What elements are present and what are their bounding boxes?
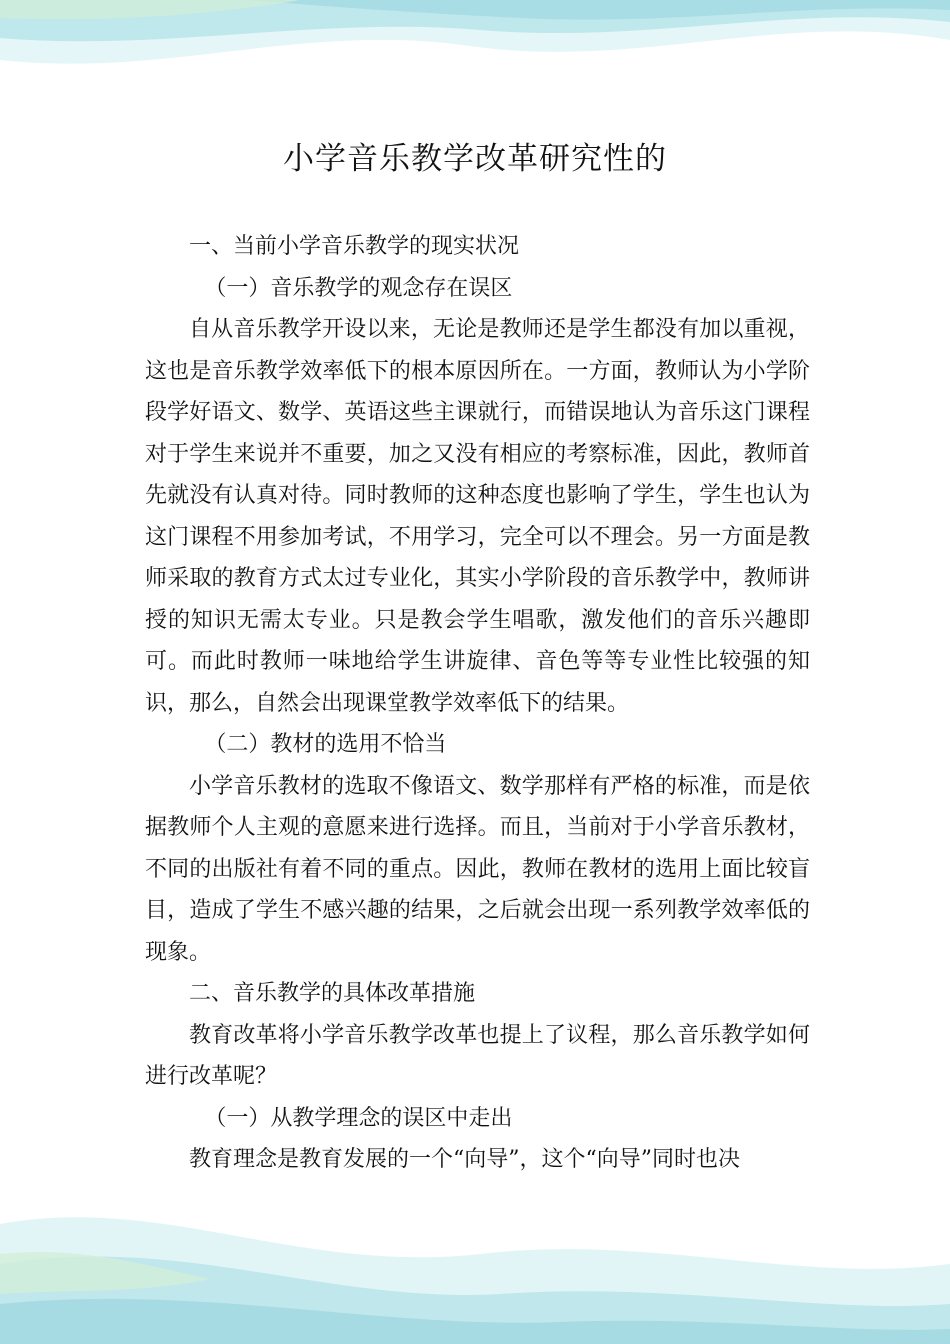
body-paragraph: 小学音乐教材的选取不像语文、数学那样有严格的标准，而是依据教师个人主观的意愿来进行选择。而且，当前对于小学音乐教材，不同的出版社有着不同的重点。因此，教师在教材的选用上面比较盲目，造成了学生不感兴趣的结果，之后就会出现一系列教学效率低的现象。 xyxy=(145,773,810,965)
subsection-heading: （一）音乐教学的观念存在误区 xyxy=(204,275,513,301)
section-heading: 一、当前小学音乐教学的现实状况 xyxy=(189,234,520,259)
document-body xyxy=(145,226,810,1181)
subsection-heading: （一）从教学理念的误区中走出 xyxy=(204,1105,513,1131)
subsection-heading: （二）教材的选用不恰当 xyxy=(204,732,447,757)
section-heading: 二、音乐教学的具体改革措施 xyxy=(189,981,476,1006)
body-paragraph: 教育改革将小学音乐教学改革也提上了议程，那么音乐教学如何进行改革呢？ xyxy=(145,1022,810,1089)
body-paragraph: 自从音乐教学开设以来，无论是教师还是学生都没有加以重视，这也是音乐教学效率低下的根本原因所在。一方面，教师认为小学阶段学好语文、数学、英语这些主课就行，而错误地认为音乐这门课程对于学生来说并不重要，加之又没有相应的考察标准，因此，教师首先就没有认真对待。同时教师的这种态度也影响了学生，学生也认为这门课程不用参加考试，不用学习，完全可以不理会。另一方面是教师采取的教育方式太过专业化，其实小学阶段的音乐教学中，教师讲授的知识无需太专业。只是教会学生唱歌，激发他们的音乐兴趣即可。而此时教师一味地给学生讲旋律、音色等等专业性比较强的知识，那么，自然会出现课堂教学效率低下的结果。 xyxy=(145,317,810,716)
document-title: 小学音乐教学改革研究性的 xyxy=(283,141,667,177)
body-paragraph: 教育理念是教育发展的一个“向导”，这个“向导”同时也决 xyxy=(189,1147,740,1172)
